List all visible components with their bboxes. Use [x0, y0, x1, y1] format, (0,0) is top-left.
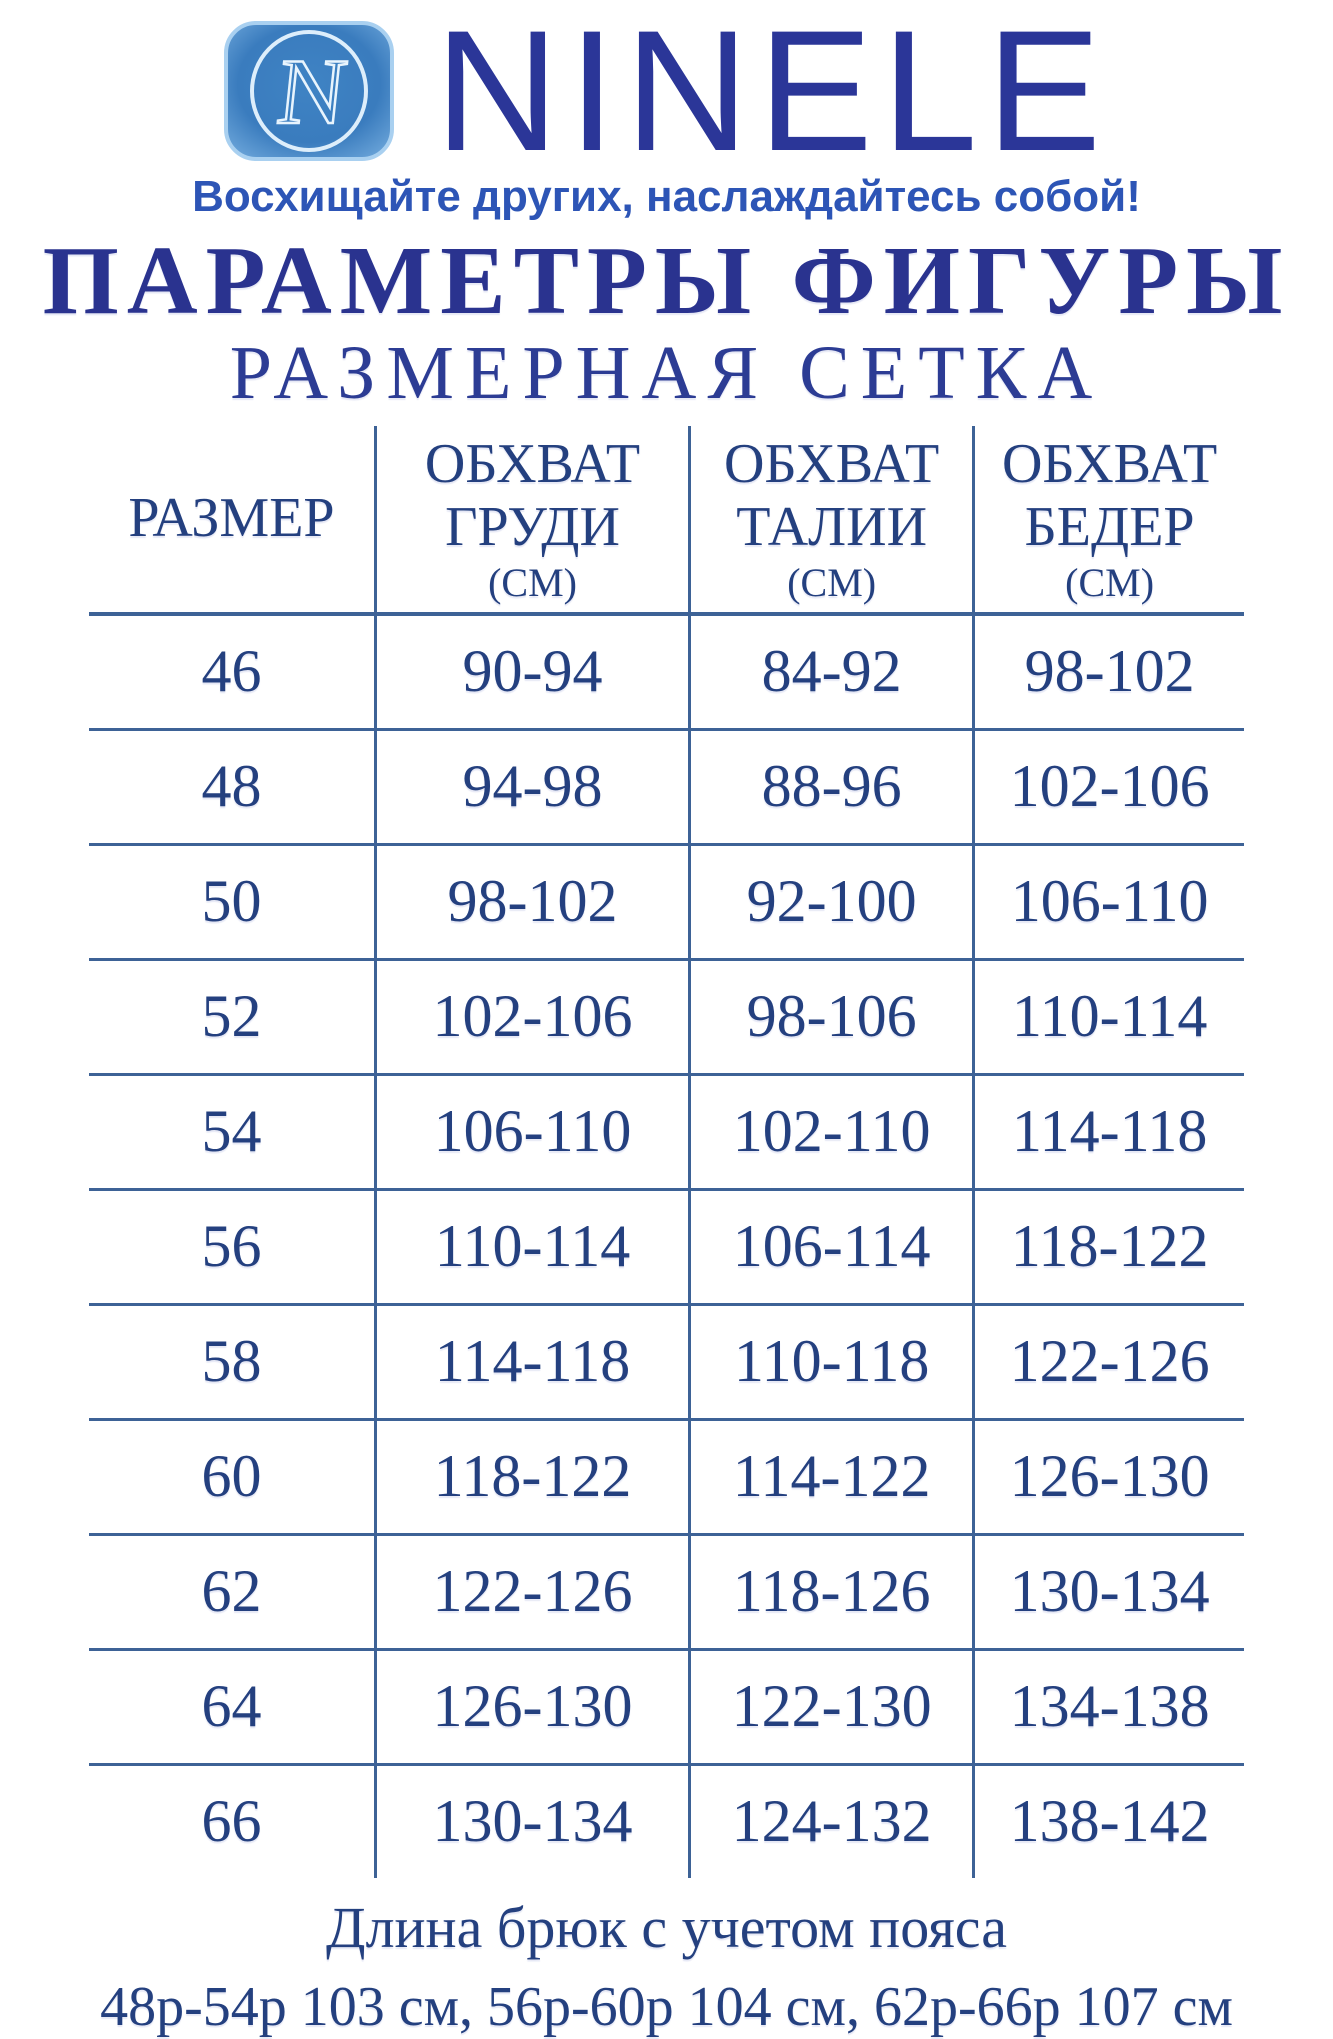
page-title: ПАРАМЕТРЫ ФИГУРЫ: [42, 227, 1291, 335]
bust-cell: 122-126: [375, 1534, 689, 1649]
hips-cell: 110-114: [974, 959, 1244, 1074]
size-table-header: [89, 426, 1244, 614]
table-row: [89, 1419, 1244, 1534]
header-row: [89, 426, 1244, 614]
bust-cell: 126-130: [375, 1649, 689, 1764]
waist-cell: 124-132: [690, 1764, 974, 1878]
col-header-hips: [974, 426, 1244, 614]
page-subtitle: РАЗМЕРНАЯ СЕТКА: [229, 331, 1104, 415]
col-header-size: [89, 426, 375, 614]
size-cell: 46: [89, 614, 375, 730]
bust-cell: 130-134: [375, 1764, 689, 1878]
hips-cell: 126-130: [974, 1419, 1244, 1534]
size-cell: 60: [89, 1419, 375, 1534]
col-header-hips-label-2: БЕДЕР: [1024, 495, 1195, 558]
col-header-hips-label-1: ОБХВАТ: [1002, 433, 1218, 496]
pants-length-note: Длина брюк с учетом пояса: [326, 1894, 1007, 1960]
size-cell: 66: [89, 1764, 375, 1878]
bust-cell: 98-102: [375, 844, 689, 959]
size-cell: 64: [89, 1649, 375, 1764]
col-header-size-label: РАЗМЕР: [128, 487, 335, 550]
col-header-bust-label-1: ОБХВАТ: [424, 433, 641, 496]
waist-cell: 110-118: [690, 1304, 974, 1419]
table-row: [89, 1764, 1244, 1878]
col-header-bust: [375, 426, 689, 614]
hips-cell: 118-122: [974, 1189, 1244, 1304]
waist-cell: 92-100: [690, 844, 974, 959]
waist-cell: 102-110: [690, 1074, 974, 1189]
hips-cell: 114-118: [974, 1074, 1244, 1189]
col-header-waist-unit: (СМ): [787, 559, 877, 605]
table-row: [89, 1534, 1244, 1649]
brand-wordmark: NINELE: [434, 0, 1111, 187]
bust-cell: 102-106: [375, 959, 689, 1074]
size-table: [89, 426, 1244, 1878]
size-cell: 54: [89, 1074, 375, 1189]
hips-cell: 130-134: [974, 1534, 1244, 1649]
bust-cell: 114-118: [375, 1304, 689, 1419]
table-row: [89, 1189, 1244, 1304]
brand-header: [0, 0, 1333, 187]
table-row: [89, 959, 1244, 1074]
col-header-bust-label-2: ГРУДИ: [445, 495, 620, 558]
size-cell: 48: [89, 729, 375, 844]
col-header-bust-unit: (СМ): [488, 559, 577, 605]
size-cell: 62: [89, 1534, 375, 1649]
brand-tagline: Восхищайте другиx, наслаждайтесь собой!: [192, 172, 1141, 221]
hips-cell: 138-142: [974, 1764, 1244, 1878]
size-table-body: [89, 614, 1244, 1878]
col-header-waist: [690, 426, 974, 614]
bust-cell: 110-114: [375, 1189, 689, 1304]
waist-cell: 98-106: [690, 959, 974, 1074]
bust-cell: 106-110: [375, 1074, 689, 1189]
hips-cell: 122-126: [974, 1304, 1244, 1419]
logo-letter: N: [272, 40, 352, 144]
table-row: [89, 1649, 1244, 1764]
waist-cell: 118-126: [690, 1534, 974, 1649]
bust-cell: 90-94: [375, 614, 689, 730]
hips-cell: 102-106: [974, 729, 1244, 844]
table-row: [89, 1304, 1244, 1419]
pants-length-values: 48р-54р 103 см, 56р-60р 104 см, 62р-66р 107 см: [100, 1975, 1233, 2038]
table-row: [89, 614, 1244, 730]
hips-cell: 134-138: [974, 1649, 1244, 1764]
waist-cell: 106-114: [690, 1189, 974, 1304]
table-row: [89, 844, 1244, 959]
hips-cell: 106-110: [974, 844, 1244, 959]
ninele-logo-icon: [223, 20, 395, 162]
bust-cell: 94-98: [375, 729, 689, 844]
waist-cell: 88-96: [690, 729, 974, 844]
waist-cell: 122-130: [690, 1649, 974, 1764]
col-header-hips-unit: (СМ): [1065, 559, 1155, 605]
size-cell: 50: [89, 844, 375, 959]
size-cell: 58: [89, 1304, 375, 1419]
bust-cell: 118-122: [375, 1419, 689, 1534]
brand-logo: [223, 20, 395, 162]
table-row: [89, 1074, 1244, 1189]
size-cell: 56: [89, 1189, 375, 1304]
table-row: [89, 729, 1244, 844]
col-header-waist-label-1: ОБХВАТ: [724, 433, 940, 496]
col-header-waist-label-2: ТАЛИИ: [736, 495, 928, 558]
hips-cell: 98-102: [974, 614, 1244, 730]
size-cell: 52: [89, 959, 375, 1074]
waist-cell: 84-92: [690, 614, 974, 730]
waist-cell: 114-122: [690, 1419, 974, 1534]
